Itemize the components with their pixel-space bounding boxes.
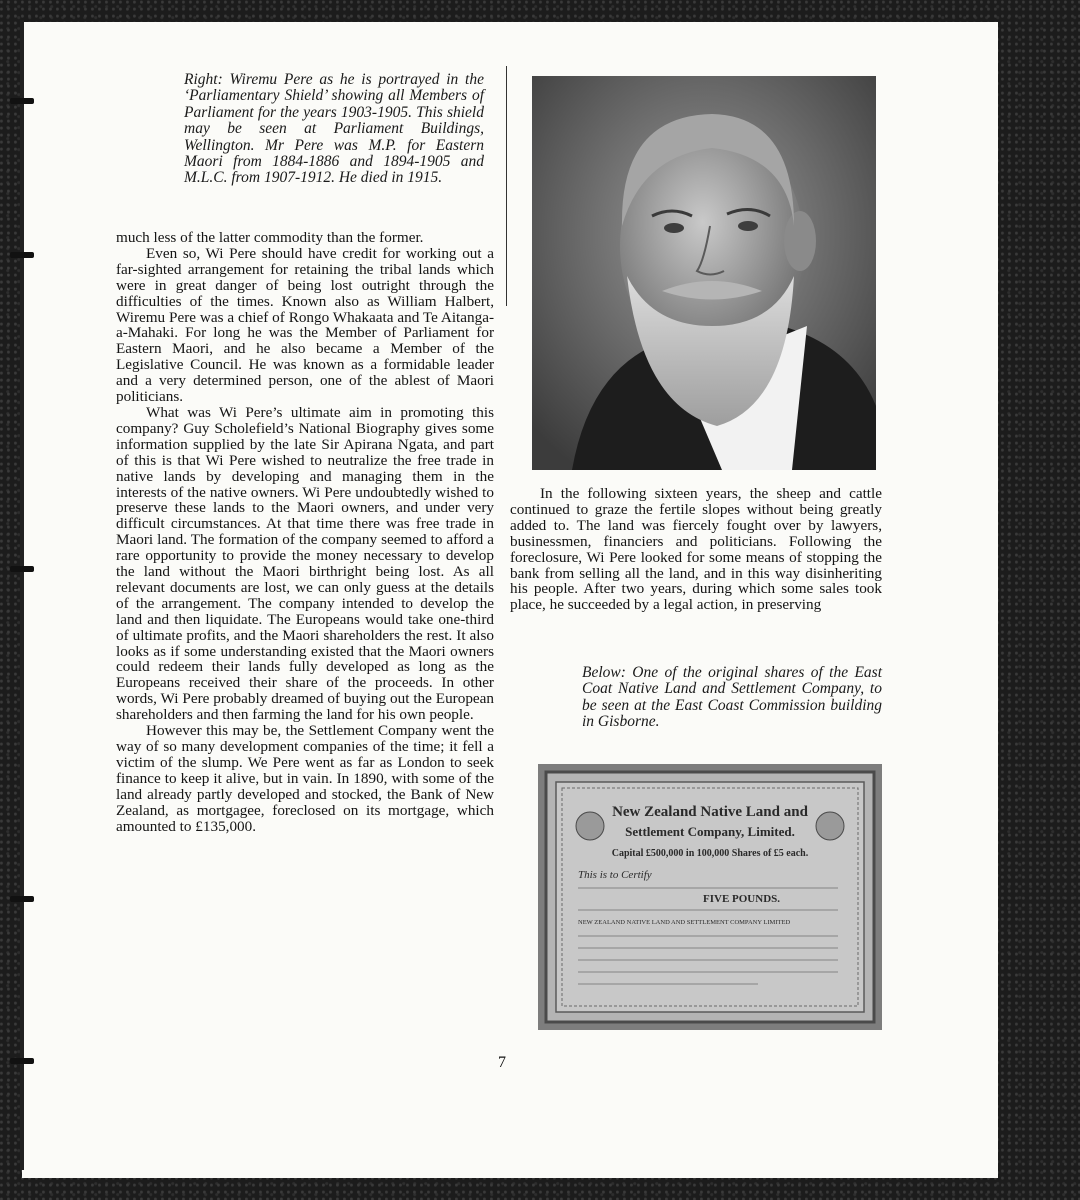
binding-edge	[20, 20, 24, 1170]
paragraph: However this may be, the Settlement Company went the way of so many development companies of the time; it fell a victim of the slump. We Pere went as far as London to seek finance to keep it alive, but in vain. In 1890, with some of the land already partly developed and stocked, the Bank of New Zealand, as mortgagee, foreclosed on its mortgage, which amounted to £135,000.	[116, 722, 494, 835]
share-certificate	[538, 764, 882, 1030]
left-column	[116, 230, 494, 834]
portrait-illustration	[532, 76, 876, 470]
page-number: 7	[498, 1054, 506, 1071]
paragraph: In the following sixteen years, the sheep and cattle continued to graze the fertile slopes without being greatly added to. The land was fiercely fought over by lawyers, businessmen, financiers and politicians. Following the foreclosure, Wi Pere looked for some means of stopping the bank from selling all the land, and in this way disinheriting his people. After two years, during which some sales took place, he succeeded by a legal action, in preserving	[510, 485, 882, 614]
certificate-heading: New Zealand Native Land and	[612, 804, 808, 820]
column-rule	[506, 66, 507, 306]
binding-mark	[10, 252, 34, 258]
certificate-seal-icon	[576, 812, 604, 840]
portrait-caption: Right: Wiremu Pere as he is portrayed in the ‘Parliamentary Shield’ showing all Members of Parliament for the years 1903-1905. This shield may be seen at Parliament Buildings, Wellington. Mr Pere was M.P. for Eastern Maori from 1884-1886 and 1894-1905 and M.L.C. from 1907-1912. He died in 1915.	[184, 71, 484, 187]
binding-mark	[10, 1058, 34, 1064]
binding-mark	[10, 98, 34, 104]
paragraph: Even so, Wi Pere should have credit for working out a far-sighted arrangement for retaining the tribal lands which were in great danger of being lost outright through the difficulties of the times. Known also as William Halbert, Wiremu Pere was a chief of Rongo Whakaata and Te Aitanga-a-Mahaki. For long he was the Member of Parliament for Eastern Maori, and he also became a Member of the Legislative Council. He was known as a formidable leader and a very determined person, one of the ablest of Maori politicians.	[116, 244, 494, 406]
paragraph: much less of the latter commodity than the former.	[116, 229, 424, 246]
certificate-company: NEW ZEALAND NATIVE LAND AND SETTLEMENT COMPANY LIMITED	[578, 919, 791, 926]
paragraph: What was Wi Pere’s ultimate aim in promoting this company? Guy Scholefield’s National Biography gives some information supplied by the late Sir Apirana Ngata, and part of this is that Wi Pere wished to neutralize the free trade in native lands by developing and managing them in the interests of the native owners. Wi Pere undoubtedly wished to preserve these lands to the Maori owners, and under very difficult circumstances. At that time there was free trade in Maori land. The formation of the company seemed to afford a rare opportunity to provide the money necessary to develop the land without the Maori birthright being lost. As all relevant documents are lost, we can only guess at the details of the arrangement. The company intended to develop the land and then liquidate. The Europeans would take one-third of ultimate profits, and the Maori shareholders the rest. It also looks as if some understanding existed that the Maori owners could redeem their lands fully developed as long as the Europeans received their share of the proceeds. In other words, Wi Pere probably dreamed of buying out the European shareholders and then farming the land for his own people.	[116, 403, 494, 724]
certificate-seal-icon	[816, 812, 844, 840]
binding-mark	[10, 566, 34, 572]
certificate-illustration	[538, 764, 882, 1030]
binding-mark	[10, 896, 34, 902]
certificate-capital: Capital £500,000 in 100,000 Shares of £5 each.	[611, 848, 809, 859]
certificate-line: This is to Certify	[578, 869, 652, 881]
certificate-amount: FIVE POUNDS.	[703, 893, 781, 905]
certificate-caption: Below: One of the original shares of the East Coat Native Land and Settlement Company, to be seen at the East Coast Commission building in Gisborne.	[582, 664, 882, 731]
portrait-photo	[532, 76, 876, 470]
right-column	[510, 486, 882, 613]
certificate-heading: Settlement Company, Limited.	[625, 824, 795, 839]
